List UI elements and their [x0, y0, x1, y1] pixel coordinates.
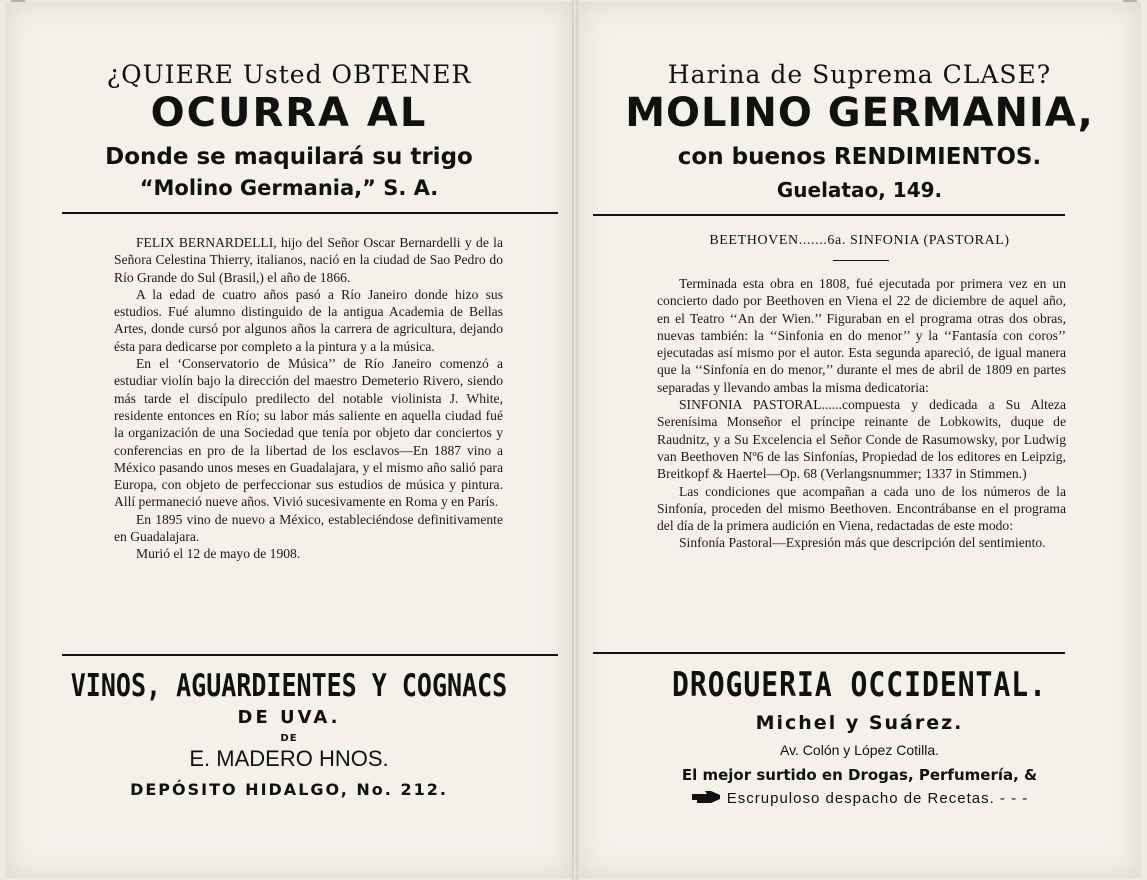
left-bottom-rule [62, 654, 558, 656]
left-ad-deposito: DEPÓSITO HIDALGO, No. 212. [130, 780, 448, 799]
left-page [6, 2, 572, 878]
left-ad-madero: E. MADERO HNOS. [189, 746, 389, 771]
right-header-address: Guelatao, 149. [776, 178, 943, 202]
right-ad-drogueria: DROGUERIA OCCIDENTAL. [671, 665, 1047, 705]
right-top-rule [593, 214, 1065, 216]
pointing-hand-icon [691, 790, 721, 808]
left-header-maquila: Donde se maquilará su trigo [105, 144, 473, 170]
left-article [114, 234, 503, 563]
left-header-question: ¿QUIERE Usted OBTENER [106, 60, 472, 89]
left-ad-vinos: VINOS, AGUARDIENTES Y COGNACS [70, 667, 508, 704]
right-paragraph: Las condiciones que acompañan a cada uno de los números de la Sinfonía, proceden del mismo Beethoven. Encontrábanse en el programa del día de la primera audición en Viena, redactadas de este modo: [657, 483, 1066, 534]
left-paragraph: En el ‘Conservatorio de Música’’ de Río Janeiro comenzó a estudiar violín bajo la dirección del maestro Demeterio Rivero, siendo más tarde el discípulo predilecto del notable violinista J. White, residente entonces en Río; su labor más saliente en aquella ciudad fué la organización de una Sociedad que tenía por objeto dar conciertos y conferencias en pro de la libertad de los esclavos—En 1887 vino a México pasando unos meses en Guadalajara, y el mismo año salió para Europa, con objeto de perfeccionar sus estudios de música y pintura. Allí permaneció nueve años. Vivió sucesivamente en Roma y en París. [114, 356, 503, 510]
right-ad-recetas-line [578, 790, 1141, 808]
right-ad-surtido: El mejor surtido en Drogas, Perfumería, & [681, 766, 1038, 784]
right-ad-address: Av. Colón y López Cotilla. [779, 742, 939, 758]
left-paragraph: A la edad de cuatro años pasó a Río Janeiro donde hizo sus estudios. Fué alumno distinguido de la antigua Academia de Bellas Artes, donde cursó por algunos años la carrera de agricultura, dejando ésta para dedicarse por completo a la pintura y a la música. [114, 286, 503, 354]
right-header-rendimientos: con buenos RENDIMIENTOS. [677, 144, 1042, 170]
left-paragraph: Murió el 12 de mayo de 1908. [136, 546, 301, 562]
left-header-ocurra: OCURRA AL [150, 90, 428, 136]
right-paragraph: SINFONIA PASTORAL......compuesta y dedicada a Su Alteza Serenísima Monseñor el príncipe reinante de Lobkowits, duque de Raudnitz, y a Su Excelencia el Señor Conde de Rasumowsky, por Ludwig van Beethoven Nº6 de las Sinfonías, Propiedad de los editores en Leipzig, Breitkopf & Haertel—Op. 68 (Verlangsnummer; 1337 in Stimmen.) [657, 397, 1066, 482]
left-top-rule [62, 212, 558, 214]
left-paragraph: En 1895 vino de nuevo a México, estableciéndose definitivamente en Guadalajara. [114, 511, 503, 545]
right-bottom-rule [593, 652, 1065, 654]
right-header-molino: MOLINO GERMANIA, [625, 90, 1094, 136]
recetas-text: Escrupuloso despacho de Recetas. - - - [726, 790, 1029, 807]
left-ad-de: DE [280, 733, 298, 744]
right-paragraph: Sinfonía Pastoral—Expresión más que descripción del sentimiento. [679, 535, 1046, 551]
right-page [578, 2, 1141, 878]
left-paragraph: FELIX BERNARDELLI, hijo del Señor Oscar Bernardelli y de la Señora Celestina Thierry, italianos, nació en la ciudad de Sao Pedro do Río Grande do Sul (Brasil,) el año de 1866. [114, 235, 503, 285]
title-divider [833, 260, 889, 261]
right-paragraph: Terminada esta obra en 1808, fué ejecutada por primera vez en un concierto dado por Beethoven en Viena el 22 de diciembre de aquel año, en el Teatro ‘‘An der Wien.’’ Figuraban en el programa otras dos obras, nuevas también: la ‘‘Sinfonia en do menor’’ y la ‘‘Fantasía con coros’’ ejecutadas así mismo por el autor. Esta segunda apareció, de igual manera que la ‘‘Sinfonía en do menor,’’ durante el mes de abril de 1809 en partes separadas y llevando ambas la misma dedicatoria: [657, 276, 1066, 395]
right-article-title: BEETHOVEN.......6a. SINFONIA (PASTORAL) [709, 233, 1010, 248]
left-header-company: “Molino Germania,” S. A. [139, 176, 439, 200]
left-ad-de-uva: DE UVA. [237, 707, 341, 728]
right-article [657, 275, 1066, 552]
right-header-harina: Harina de Suprema CLASE? [667, 60, 1052, 89]
right-ad-michel: Michel y Suárez. [755, 712, 964, 734]
